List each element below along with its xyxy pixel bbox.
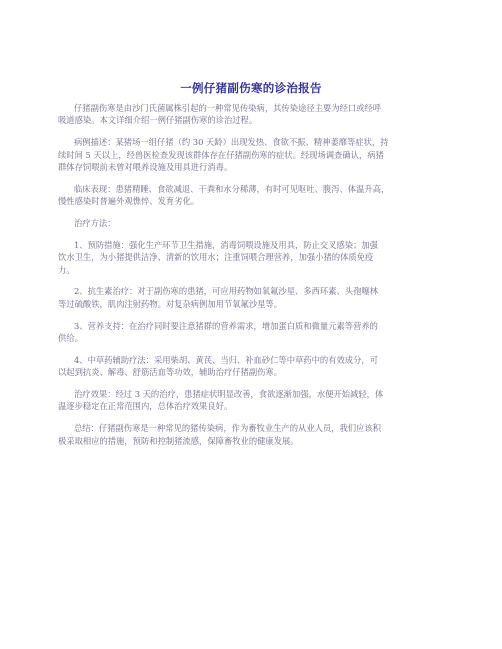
paragraph-intro bbox=[58, 102, 452, 127]
text-line: 等过硫酸铁，肌肉注射药物。对复杂病例加用节氧氟沙星等。 bbox=[58, 298, 283, 309]
text-line: 慢性感染时普遍外观憔悴、发育劣化。 bbox=[58, 196, 200, 207]
text-line: 治疗方法： bbox=[74, 218, 116, 229]
text-line: 供给。 bbox=[58, 333, 83, 344]
text-line: 饮水卫生，为小猪提供洁净、清新的饮用水；注重饲喂合理营养，加强小猪的体质免疫 bbox=[58, 252, 374, 263]
text-line: 3、营养支持：在治疗同时要注意猪群的营养需求，增加蛋白质和微量元素等营养的 bbox=[74, 320, 378, 331]
paragraph-prevention bbox=[58, 239, 452, 276]
paragraph-herbal bbox=[58, 354, 452, 379]
text-line: 力。 bbox=[58, 264, 75, 275]
text-line: 1、预防措施：强化生产环节卫生措施，消毒饲喂设施及用具，防止交叉感染；加强 bbox=[74, 239, 378, 250]
text-line: 极采取相应的措施，预防和控制猪流感，保障畜牧业的健康发展。 bbox=[58, 435, 299, 446]
paragraph-clinical-signs bbox=[58, 183, 452, 208]
paragraph-case-description bbox=[58, 136, 452, 173]
text-line: 治疗效果：经过 3 天的治疗，患猪症状明显改善，食欲逐渐加强，水便开始减轻，体 bbox=[74, 389, 384, 400]
paragraph-results bbox=[58, 388, 452, 413]
document-title: 一例仔猪副伤寒的诊治报告 bbox=[180, 81, 322, 95]
paragraph-nutrition bbox=[58, 320, 452, 345]
text-line: 吸道感染。本文详细介绍一例仔猪副伤寒的诊治过程。 bbox=[58, 115, 258, 126]
paragraph-summary bbox=[58, 422, 452, 447]
text-line: 临床表现：患猪精睡、食欲减退、干粪和水分稀薄，有时可见呕吐、腹泻、体温升高， bbox=[74, 183, 390, 194]
text-line: 群体存饲喂前未曾对喂养设施及用具进行消毒。 bbox=[58, 162, 233, 173]
text-line: 2、抗生素治疗：对于副伤寒的患猪，可应用药物如氧氟沙星、多西环素、头孢噻林 bbox=[74, 286, 378, 297]
document-body bbox=[58, 102, 452, 456]
text-line: 仔猪副伤寒是由沙门氏菌属株引起的一种常见传染病，其传染途径主要为经口或经呼 bbox=[74, 103, 381, 113]
text-line: 4、中草药辅助疗法：采用柴胡、黄芪、当归、补血砂仁等中草药中的有效成分，可 bbox=[74, 354, 378, 365]
paragraph-treatment-heading bbox=[58, 217, 452, 229]
paragraph-antibiotics bbox=[58, 285, 452, 310]
text-line: 续时间 5 天以上，经兽医检查发现该群体存在仔猪副伤寒的症状。经现场调查确认，病猪 bbox=[58, 149, 384, 160]
text-line: 以起到抗炎、解毒、舒筋活血等功效，辅助治疗仔猪副伤寒。 bbox=[58, 367, 283, 378]
text-line: 病例描述：某猪场一组仔猪（约 30 天龄）出现发热、食欲不振、精神萎靡等症状，持 bbox=[74, 137, 389, 148]
text-line: 总结：仔猪副伤寒是一种常见的猪传染病，作为畜牧业生产的从业人员，我们应该积 bbox=[74, 423, 381, 434]
text-line: 温逐步稳定在正常范围内，总体治疗效果良好。 bbox=[58, 401, 233, 412]
